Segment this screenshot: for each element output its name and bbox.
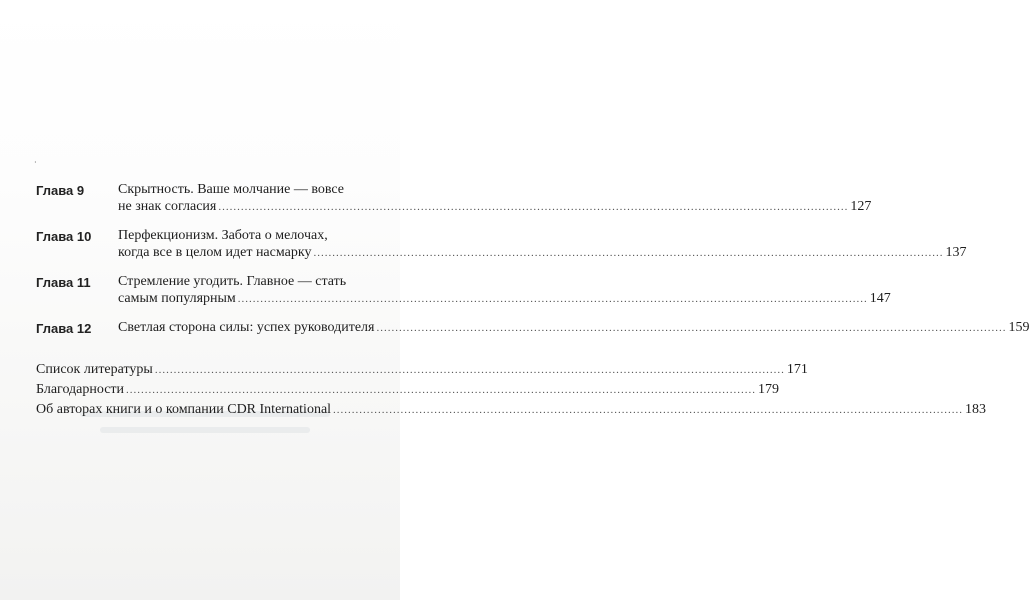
chapter-title-line: когда все в целом идет насмарку [118, 245, 312, 260]
toc-entry-chapter-10 [36, 227, 967, 262]
page-number: 147 [869, 291, 891, 306]
entry-title: Благодарности [36, 382, 125, 397]
toc-entry-chapter-9 [36, 181, 872, 216]
chapter-title-line: Стремление угодить. Главное — стать [118, 274, 347, 289]
toc-entry-chapter-12 [36, 319, 1029, 337]
chapter-title-line: Перфекционизм. Забота о мелочах, [118, 228, 328, 243]
page-number: 183 [965, 402, 987, 417]
chapter-title-last-line [118, 198, 871, 216]
chapter-label: Глава 12 [36, 321, 92, 336]
dot-leader [313, 245, 943, 262]
section-gap [36, 348, 382, 360]
page-number: 137 [945, 245, 967, 260]
chapter-label: Глава 9 [36, 183, 85, 198]
chapter-title [118, 227, 966, 262]
table-of-contents [36, 181, 1029, 420]
page-number: 127 [850, 199, 872, 214]
page-number: 171 [786, 362, 808, 377]
chapter-label: Глава 10 [36, 229, 92, 244]
toc-entry-chapter-11 [36, 273, 891, 308]
chapter-title-line: не знак согласия [118, 199, 217, 214]
chapter-title [118, 319, 1029, 337]
toc-entry-bibliography [36, 360, 808, 380]
chapter-label: Глава 11 [36, 275, 91, 290]
chapter-title-last-line [118, 319, 1029, 337]
toc-entry-about-authors [36, 400, 987, 420]
page-number: 179 [758, 382, 780, 397]
chapter-title-last-line [118, 244, 966, 262]
bleed-through-line [100, 427, 310, 433]
entry-title: Об авторах книги и о компании CDR International [36, 402, 332, 417]
page-number: 159 [1008, 320, 1029, 335]
chapter-title-last-line [118, 290, 891, 308]
entry-title: Список литературы [36, 362, 153, 377]
dot-leader [376, 320, 1006, 337]
chapter-title-line: Скрытность. Ваше молчание — вовсе [118, 182, 345, 197]
dot-leader [238, 291, 868, 308]
chapter-title-line: самым популярным [118, 291, 236, 306]
chapter-title [118, 181, 871, 216]
dot-leader [333, 401, 963, 420]
dot-leader [126, 381, 756, 400]
print-mark: · [34, 158, 37, 167]
chapter-title-line: Светлая сторона силы: успех руководителя [118, 320, 375, 335]
toc-entry-acknowledgements [36, 380, 780, 400]
dot-leader [218, 199, 848, 216]
dot-leader [155, 361, 785, 380]
chapter-title [118, 273, 891, 308]
